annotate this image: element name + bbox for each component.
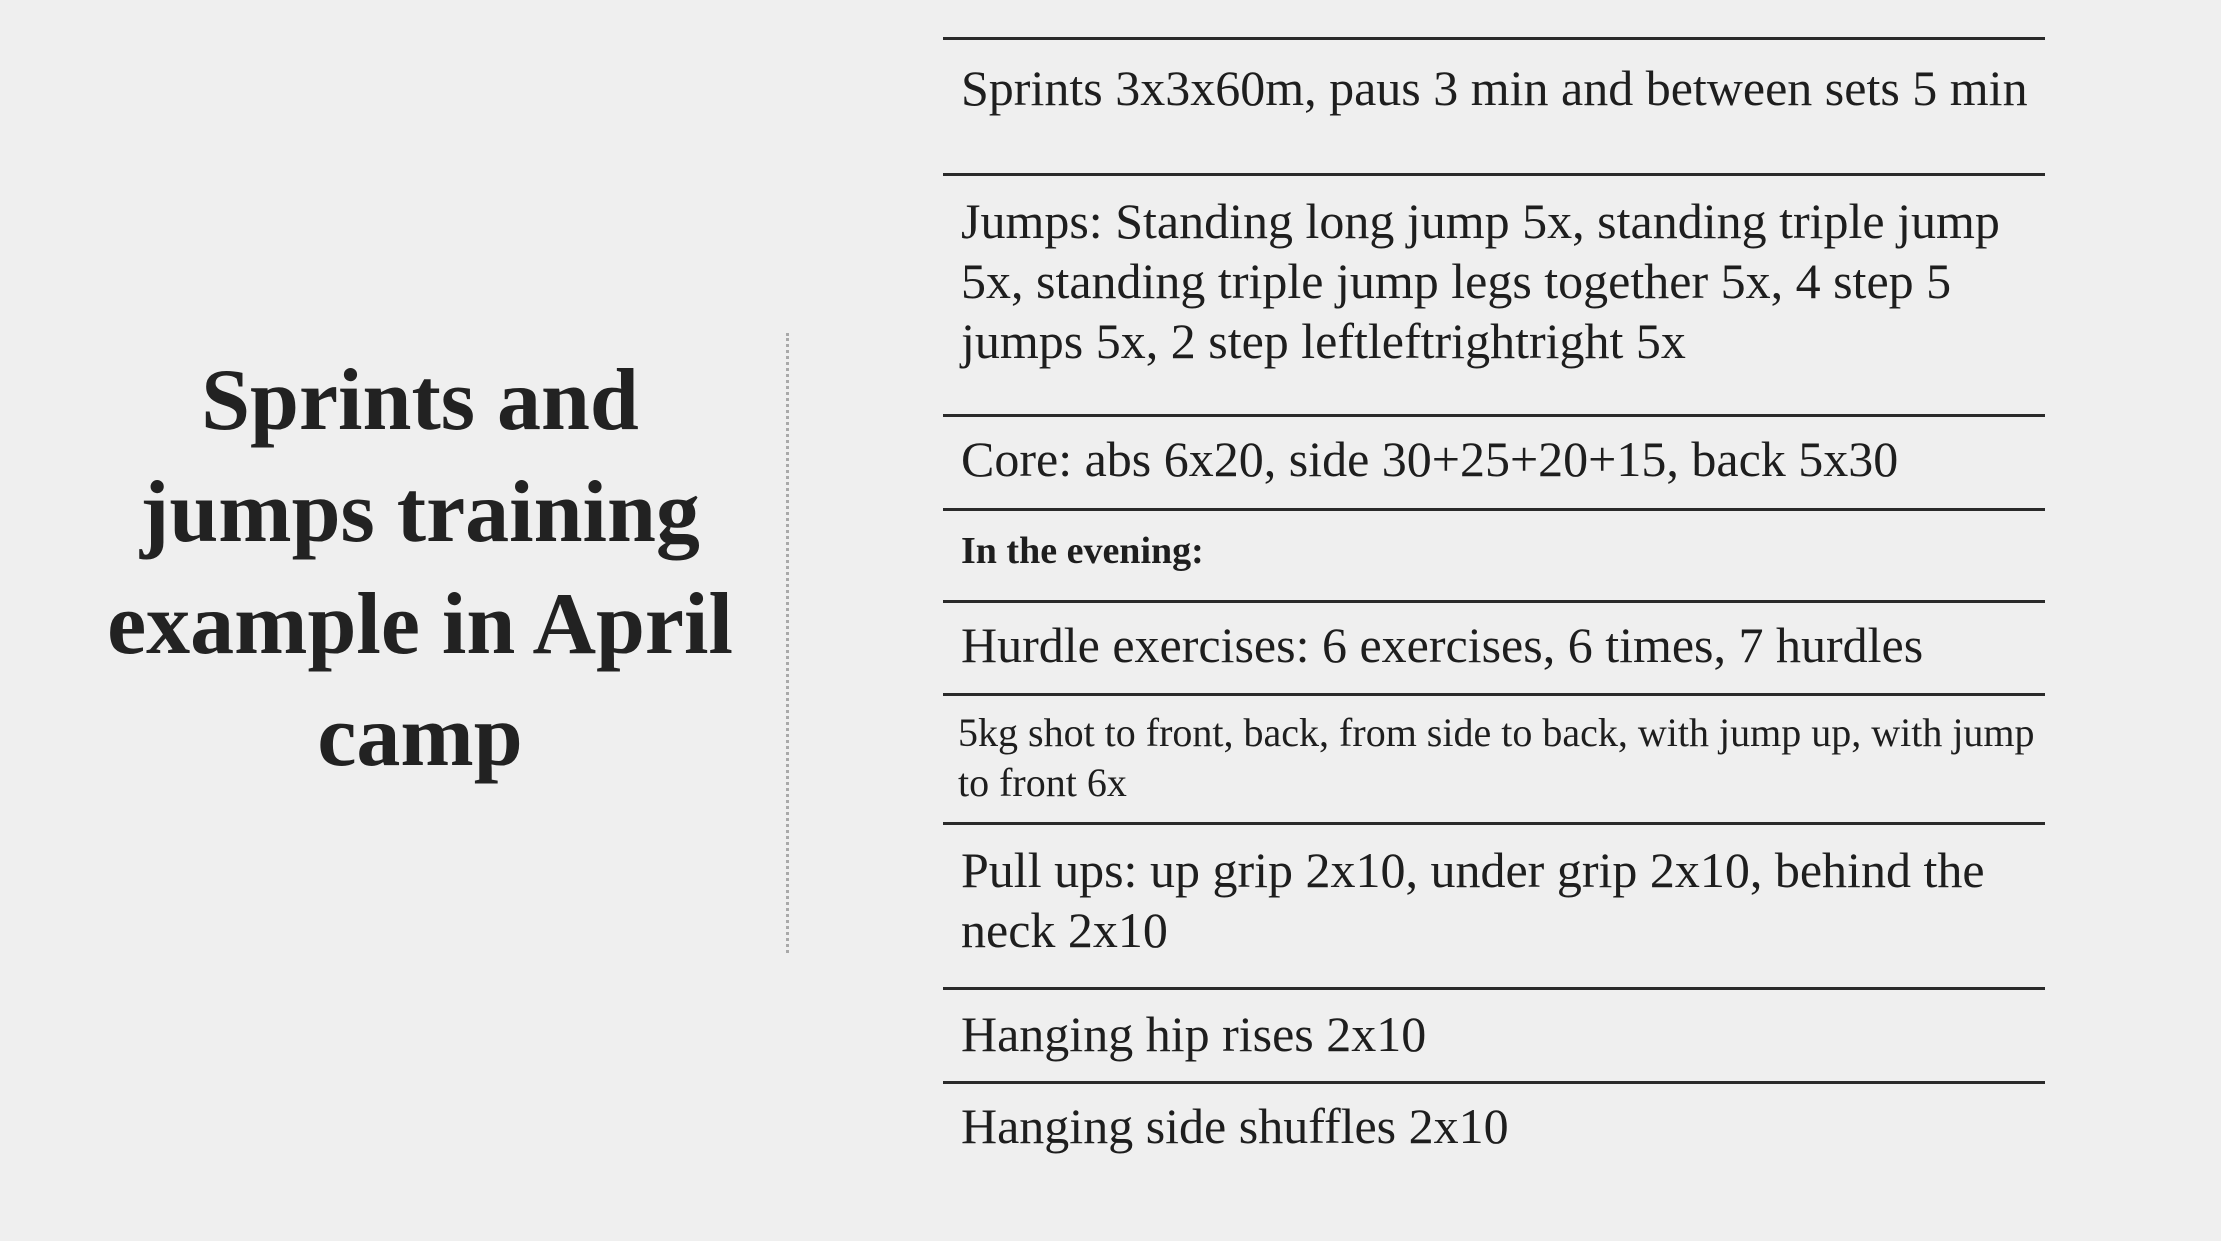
- slide-title: Sprints and jumps training example in April camp: [107, 352, 733, 785]
- dotted-divider: [786, 333, 789, 953]
- training-item-sprints: Sprints 3x3x60m, paus 3 min and between sets 5 min: [943, 37, 2045, 173]
- training-item-hurdles: Hurdle exercises: 6 exercises, 6 times, 7 hurdles: [943, 600, 2045, 693]
- section-heading-evening: In the evening:: [943, 508, 2045, 600]
- training-list: [943, 37, 2045, 1171]
- training-item-jumps: Jumps: Standing long jump 5x, standing triple jump 5x, standing triple jump legs together 5x, 4 step 5 jumps 5x, 2 step leftleftrightright 5x: [943, 173, 2045, 414]
- training-item-shot: 5kg shot to front, back, from side to back, with jump up, with jump to front 6x: [943, 693, 2045, 822]
- training-item-hip-rises: Hanging hip rises 2x10: [943, 987, 2045, 1081]
- training-item-core: Core: abs 6x20, side 30+25+20+15, back 5x30: [943, 414, 2045, 508]
- training-item-pull-ups: Pull ups: up grip 2x10, under grip 2x10, behind the neck 2x10: [943, 822, 2045, 987]
- training-item-side-shuffles: Hanging side shuffles 2x10: [943, 1081, 2045, 1171]
